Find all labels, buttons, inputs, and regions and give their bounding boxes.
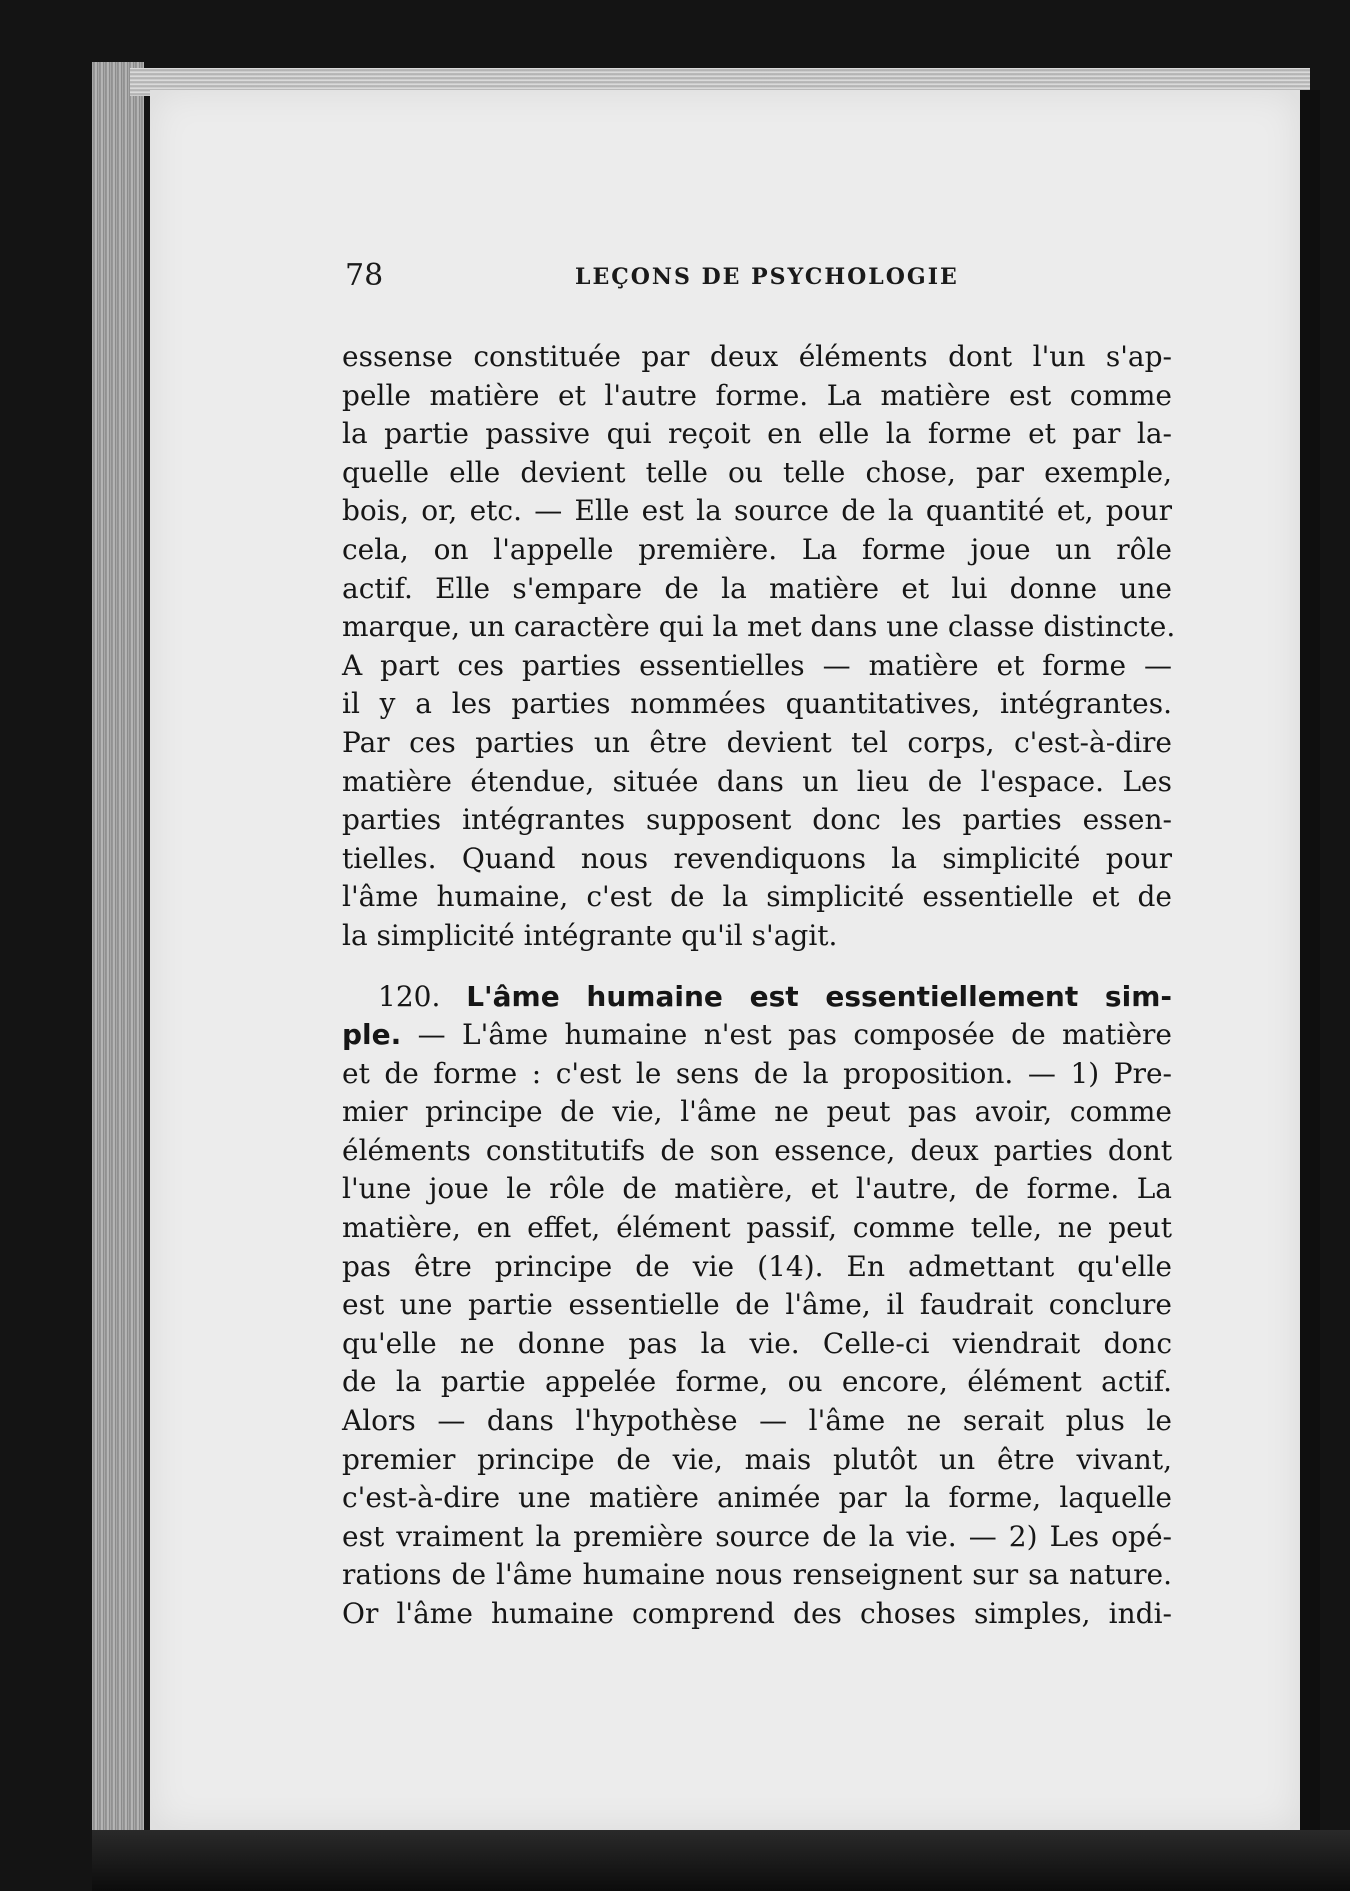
text-fragment: — L'âme humaine n'est pas composée de matière [417,1018,1172,1052]
section-heading-end: ple. [342,1018,402,1052]
section-number: 120. [378,979,441,1013]
page-right-border [1300,90,1320,1830]
text-line: A part ces parties essentielles — matière et forme — [342,648,1172,682]
text-line: bois, or, etc. — Elle est la source de la quantité et, pour [342,494,1172,528]
text-line: éléments constitutifs de son essence, deux parties dont [342,1133,1172,1167]
text-line: est vraiment la première source de la vie. — 2) Les opé- [342,1519,1172,1553]
text-line: cela, on l'appelle première. La forme joue un rôle [342,532,1172,566]
paragraph-2 [342,978,1172,1634]
bottom-shadow [92,1830,1350,1891]
paragraph-gap [342,956,1172,978]
text-line: quelle elle devient telle ou telle chose, par exemple, [342,455,1172,489]
paragraph-1 [342,338,1176,956]
text-line: pas être principe de vie (14). En admettant qu'elle [342,1249,1172,1283]
text-line: de la partie appelée forme, ou encore, élément actif. [342,1365,1172,1399]
section-heading: L'âme humaine est essentiellement sim- [466,979,1172,1013]
text-line: pelle matière et l'autre forme. La matière est comme [342,378,1172,412]
text-line: rations de l'âme humaine nous renseignent sur sa nature. [342,1558,1172,1592]
text-line: marque, un caractère qui la met dans une classe distincte. [342,610,1176,644]
text-line [342,1016,1172,1055]
text-line: l'une joue le rôle de matière, et l'autre, de forme. La [342,1172,1172,1206]
text-line: et de forme : c'est le sens de la proposition. — 1) Pre- [342,1056,1172,1090]
text-line: essense constituée par deux éléments dont l'un s'ap- [342,340,1172,373]
text-line: la simplicité intégrante qu'il s'agit. [342,918,838,952]
text-line: l'âme humaine, c'est de la simplicité essentielle et de [342,880,1172,914]
running-head: LEÇONS DE PSYCHOLOGIE [575,264,959,290]
text-line: matière, en effet, élément passif, comme telle, ne peut [342,1211,1172,1245]
text-line: mier principe de vie, l'âme ne peut pas avoir, comme [342,1095,1172,1129]
text-line: actif. Elle s'empare de la matière et lui donne une [342,571,1172,605]
text-line: qu'elle ne donne pas la vie. Celle-ci viendrait donc [342,1326,1172,1360]
text-line: il y a les parties nommées quantitatives, intégrantes. [342,687,1172,721]
text-line: est une partie essentielle de l'âme, il faudrait conclure [342,1288,1172,1322]
text-line: tielles. Quand nous revendiquons la simplicité pour [342,841,1172,875]
page-number: 78 [345,258,384,293]
section-heading-line [342,978,1172,1017]
page-header [345,258,1175,298]
text-line: la partie passive qui reçoit en elle la forme et par la- [342,417,1172,451]
page-stack-edges [92,62,144,1832]
text-line: c'est-à-dire une matière animée par la forme, laquelle [342,1481,1172,1515]
text-line: matière étendue, située dans un lieu de l'espace. Les [342,764,1172,798]
text-line: Par ces parties un être devient tel corps, c'est-à-dire [342,725,1172,759]
text-line: parties intégrantes supposent donc les parties essen- [342,803,1172,837]
body-text [342,338,1176,1634]
text-line: premier principe de vie, mais plutôt un être vivant, [342,1442,1172,1476]
text-line: Alors — dans l'hypothèse — l'âme ne serait plus le [342,1404,1172,1438]
text-line: Or l'âme humaine comprend des choses simples, indi- [342,1597,1172,1630]
